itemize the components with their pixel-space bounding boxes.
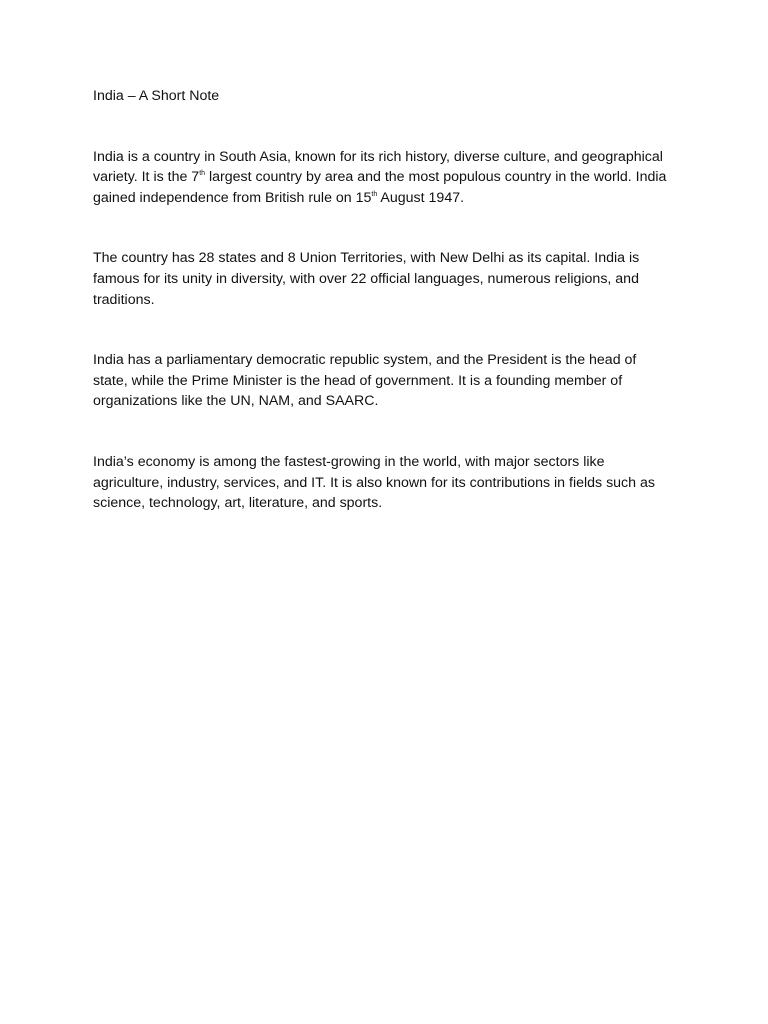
ordinal-suffix: th xyxy=(371,190,378,198)
paragraph-overview-text-b: largest country by area and the most populous country in the world. India gained independence from British rule on 15 xyxy=(93,169,667,206)
paragraph-states: The country has 28 states and 8 Union Territories, with New Delhi as its capital. India is famous for its unity in diversity, with over 22 official languages, numerous religions, and traditions. xyxy=(93,250,640,308)
paragraph-government: India has a parliamentary democratic republic system, and the President is the head of state, while the Prime Minister is the head of government. It is a founding member of organizations like the UN, NAM, and SAARC. xyxy=(93,352,637,410)
paragraph-overview-text-a: India is a country in South Asia, known for its rich history, diverse culture, and geographical variety. It is the 7 xyxy=(93,148,663,186)
paragraph-economy: India’s economy is among the fastest-growing in the world, with major sectors like agriculture, industry, services, and IT. It is also known for its contributions in fields such as science, technology, art, literature, and sports. xyxy=(93,453,655,512)
document-title: India – A Short Note xyxy=(93,88,220,104)
document-body xyxy=(93,86,673,554)
paragraph-overview-text-c: August 1947. xyxy=(377,189,465,206)
ordinal-suffix: th xyxy=(199,170,206,178)
paragraph-overview xyxy=(93,147,673,209)
